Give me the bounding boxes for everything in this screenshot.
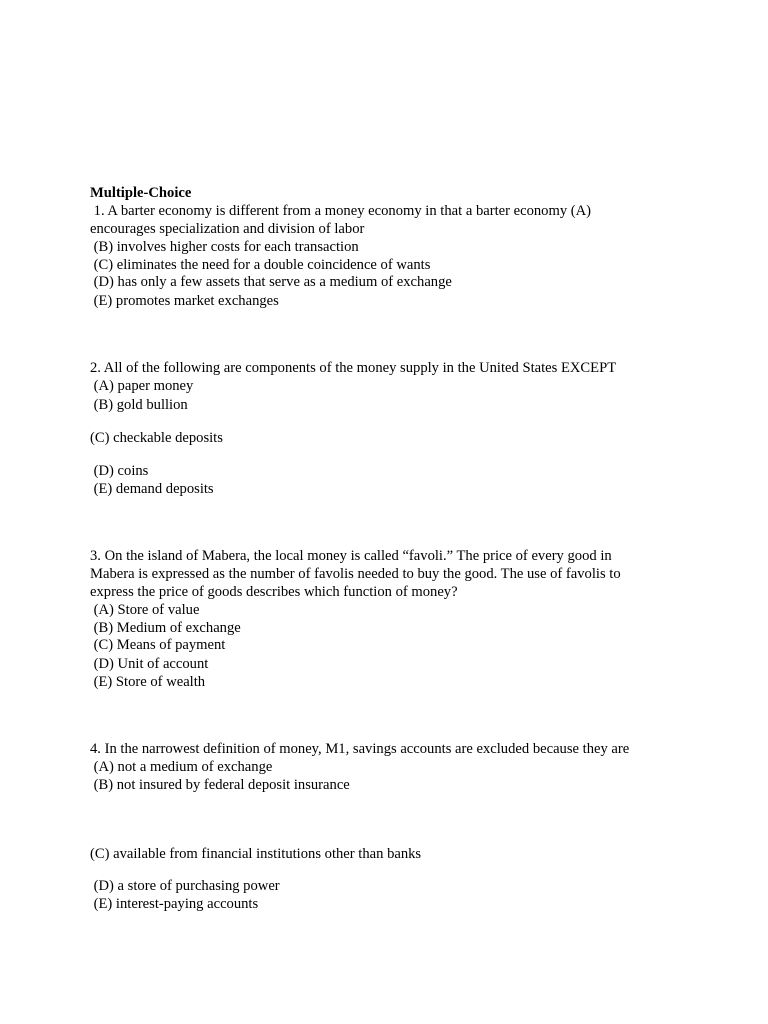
question-1-stem-line-1: 1. A barter economy is different from a money economy in that a barter economy (A) — [90, 203, 592, 219]
question-2-option-c: (C) checkable deposits — [90, 430, 223, 446]
question-2-option-a: (A) paper money — [90, 378, 194, 394]
question-1-option-d: (D) has only a few assets that serve as a medium of exchange — [90, 274, 452, 290]
question-4-option-c: (C) available from financial institutions other than banks — [90, 846, 422, 862]
question-3-option-e: (E) Store of wealth — [90, 674, 206, 690]
question-2-option-d: (D) coins — [90, 463, 149, 479]
section-heading: Multiple-Choice — [90, 185, 192, 201]
question-4-option-a: (A) not a medium of exchange — [90, 759, 273, 775]
question-2-option-b: (B) gold bullion — [90, 397, 188, 413]
question-3-stem-line-3: express the price of goods describes which function of money? — [90, 584, 458, 600]
question-3-stem-line-2: Mabera is expressed as the number of favolis needed to buy the good. The use of favolis to — [90, 566, 621, 582]
question-3-option-d: (D) Unit of account — [90, 656, 209, 672]
question-4-option-e: (E) interest-paying accounts — [90, 896, 259, 912]
question-4-option-b: (B) not insured by federal deposit insurance — [90, 777, 350, 793]
question-1-option-c: (C) eliminates the need for a double coincidence of wants — [90, 257, 431, 273]
question-3-stem-line-1: 3. On the island of Mabera, the local money is called “favoli.” The price of every good in — [90, 548, 612, 564]
question-4-option-d: (D) a store of purchasing power — [90, 878, 280, 894]
question-3-option-c: (C) Means of payment — [90, 637, 226, 653]
question-1-stem-line-2: encourages specialization and division of labor — [90, 221, 365, 237]
question-1-option-e: (E) promotes market exchanges — [90, 293, 279, 309]
question-4-stem: 4. In the narrowest definition of money, M1, savings accounts are excluded because they are — [90, 741, 630, 757]
question-2-stem: 2. All of the following are components of the money supply in the United States EXCEPT — [90, 360, 617, 376]
question-3-option-a: (A) Store of value — [90, 602, 200, 618]
question-2-option-e: (E) demand deposits — [90, 481, 214, 497]
question-1-option-b: (B) involves higher costs for each transaction — [90, 239, 359, 255]
question-3-option-b: (B) Medium of exchange — [90, 620, 241, 636]
